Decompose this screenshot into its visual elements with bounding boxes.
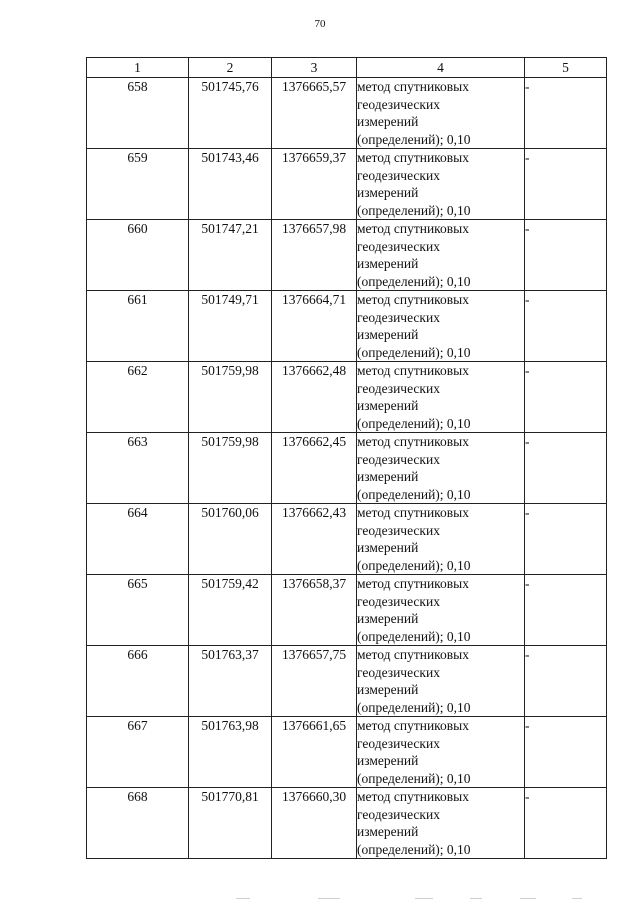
page-number: 70 bbox=[314, 18, 326, 30]
method-text-line: геодезических bbox=[357, 735, 440, 751]
method-cell bbox=[357, 291, 525, 362]
method-text-line: измерений bbox=[357, 753, 419, 768]
method-text-line: измерений bbox=[357, 327, 419, 342]
method-text-line: геодезических bbox=[357, 309, 440, 325]
table-row bbox=[87, 78, 607, 149]
method-text-line: метод спутниковых bbox=[357, 150, 469, 165]
x-coordinate-cell: 501743,46 bbox=[189, 149, 272, 220]
table-row bbox=[87, 220, 607, 291]
table-row bbox=[87, 788, 607, 859]
method-text-line: метод спутниковых bbox=[357, 576, 469, 591]
method-text-line: (определений); 0,10 bbox=[357, 557, 471, 573]
method-text-line: метод спутниковых bbox=[357, 363, 469, 378]
column-header-4: 4 bbox=[357, 58, 525, 78]
table-body bbox=[87, 78, 607, 859]
method-text-line: геодезических bbox=[357, 96, 440, 112]
method-cell bbox=[357, 433, 525, 504]
method-text-line: измерений bbox=[357, 611, 419, 626]
y-coordinate-cell: 1376662,43 bbox=[272, 504, 357, 575]
note-cell: - bbox=[525, 78, 607, 149]
method-text-line: метод спутниковых bbox=[357, 292, 469, 307]
column-header-3: 3 bbox=[272, 58, 357, 78]
method-text-line: измерений bbox=[357, 824, 419, 839]
note-cell: - bbox=[525, 149, 607, 220]
y-coordinate-cell: 1376658,37 bbox=[272, 575, 357, 646]
table-row bbox=[87, 149, 607, 220]
point-number-cell: 662 bbox=[87, 362, 189, 433]
method-text-line: измерений bbox=[357, 185, 419, 200]
point-number-cell: 663 bbox=[87, 433, 189, 504]
x-coordinate-cell: 501759,98 bbox=[189, 433, 272, 504]
method-text-line: (определений); 0,10 bbox=[357, 415, 471, 431]
y-coordinate-cell: 1376661,65 bbox=[272, 717, 357, 788]
x-coordinate-cell: 501759,42 bbox=[189, 575, 272, 646]
method-cell bbox=[357, 575, 525, 646]
method-text-line: геодезических bbox=[357, 593, 440, 609]
method-text-line: измерений bbox=[357, 256, 419, 271]
x-coordinate-cell: 501747,21 bbox=[189, 220, 272, 291]
note-cell: - bbox=[525, 291, 607, 362]
table-row bbox=[87, 433, 607, 504]
table-row bbox=[87, 575, 607, 646]
x-coordinate-cell: 501763,37 bbox=[189, 646, 272, 717]
column-header-5: 5 bbox=[525, 58, 607, 78]
x-coordinate-cell: 501759,98 bbox=[189, 362, 272, 433]
method-text-line: геодезических bbox=[357, 664, 440, 680]
scan-artifacts bbox=[0, 897, 640, 901]
method-text-line: метод спутниковых bbox=[357, 434, 469, 449]
point-number-cell: 666 bbox=[87, 646, 189, 717]
x-coordinate-cell: 501770,81 bbox=[189, 788, 272, 859]
method-text-line: метод спутниковых bbox=[357, 647, 469, 662]
method-cell bbox=[357, 646, 525, 717]
method-text-line: (определений); 0,10 bbox=[357, 486, 471, 502]
method-text-line: (определений); 0,10 bbox=[357, 841, 471, 857]
note-cell: - bbox=[525, 717, 607, 788]
point-number-cell: 668 bbox=[87, 788, 189, 859]
method-text-line: (определений); 0,10 bbox=[357, 131, 471, 147]
note-cell: - bbox=[525, 220, 607, 291]
method-cell bbox=[357, 78, 525, 149]
method-text-line: метод спутниковых bbox=[357, 718, 469, 733]
method-text-line: метод спутниковых bbox=[357, 79, 469, 94]
point-number-cell: 658 bbox=[87, 78, 189, 149]
x-coordinate-cell: 501760,06 bbox=[189, 504, 272, 575]
y-coordinate-cell: 1376657,75 bbox=[272, 646, 357, 717]
point-number-cell: 659 bbox=[87, 149, 189, 220]
table-row bbox=[87, 504, 607, 575]
point-number-cell: 664 bbox=[87, 504, 189, 575]
table-row bbox=[87, 646, 607, 717]
note-cell: - bbox=[525, 362, 607, 433]
method-text-line: (определений); 0,10 bbox=[357, 273, 471, 289]
method-text-line: метод спутниковых bbox=[357, 505, 469, 520]
method-text-line: измерений bbox=[357, 540, 419, 555]
y-coordinate-cell: 1376664,71 bbox=[272, 291, 357, 362]
method-text-line: (определений); 0,10 bbox=[357, 202, 471, 218]
note-cell: - bbox=[525, 575, 607, 646]
method-text-line: геодезических bbox=[357, 451, 440, 467]
method-text-line: измерений bbox=[357, 682, 419, 697]
x-coordinate-cell: 501763,98 bbox=[189, 717, 272, 788]
method-cell bbox=[357, 717, 525, 788]
table-row bbox=[87, 291, 607, 362]
method-text-line: (определений); 0,10 bbox=[357, 628, 471, 644]
method-cell bbox=[357, 362, 525, 433]
y-coordinate-cell: 1376657,98 bbox=[272, 220, 357, 291]
table-row bbox=[87, 362, 607, 433]
x-coordinate-cell: 501749,71 bbox=[189, 291, 272, 362]
note-cell: - bbox=[525, 646, 607, 717]
method-text-line: (определений); 0,10 bbox=[357, 699, 471, 715]
note-cell: - bbox=[525, 433, 607, 504]
note-cell: - bbox=[525, 788, 607, 859]
method-cell bbox=[357, 504, 525, 575]
method-text-line: метод спутниковых bbox=[357, 789, 469, 804]
method-text-line: геодезических bbox=[357, 167, 440, 183]
point-number-cell: 660 bbox=[87, 220, 189, 291]
method-cell bbox=[357, 788, 525, 859]
method-text-line: измерений bbox=[357, 398, 419, 413]
y-coordinate-cell: 1376662,45 bbox=[272, 433, 357, 504]
x-coordinate-cell: 501745,76 bbox=[189, 78, 272, 149]
y-coordinate-cell: 1376665,57 bbox=[272, 78, 357, 149]
column-header-1: 1 bbox=[87, 58, 189, 78]
point-number-cell: 661 bbox=[87, 291, 189, 362]
point-number-cell: 665 bbox=[87, 575, 189, 646]
method-text-line: геодезических bbox=[357, 238, 440, 254]
method-text-line: геодезических bbox=[357, 806, 440, 822]
point-number-cell: 667 bbox=[87, 717, 189, 788]
method-text-line: геодезических bbox=[357, 522, 440, 538]
table-row bbox=[87, 717, 607, 788]
method-cell bbox=[357, 220, 525, 291]
y-coordinate-cell: 1376660,30 bbox=[272, 788, 357, 859]
method-text-line: (определений); 0,10 bbox=[357, 770, 471, 786]
method-text-line: (определений); 0,10 bbox=[357, 344, 471, 360]
column-header-2: 2 bbox=[189, 58, 272, 78]
note-cell: - bbox=[525, 504, 607, 575]
table-header-row bbox=[87, 58, 607, 78]
method-text-line: измерений bbox=[357, 114, 419, 129]
y-coordinate-cell: 1376659,37 bbox=[272, 149, 357, 220]
method-text-line: измерений bbox=[357, 469, 419, 484]
method-cell bbox=[357, 149, 525, 220]
method-text-line: геодезических bbox=[357, 380, 440, 396]
y-coordinate-cell: 1376662,48 bbox=[272, 362, 357, 433]
coordinates-table bbox=[86, 57, 607, 859]
method-text-line: метод спутниковых bbox=[357, 221, 469, 236]
